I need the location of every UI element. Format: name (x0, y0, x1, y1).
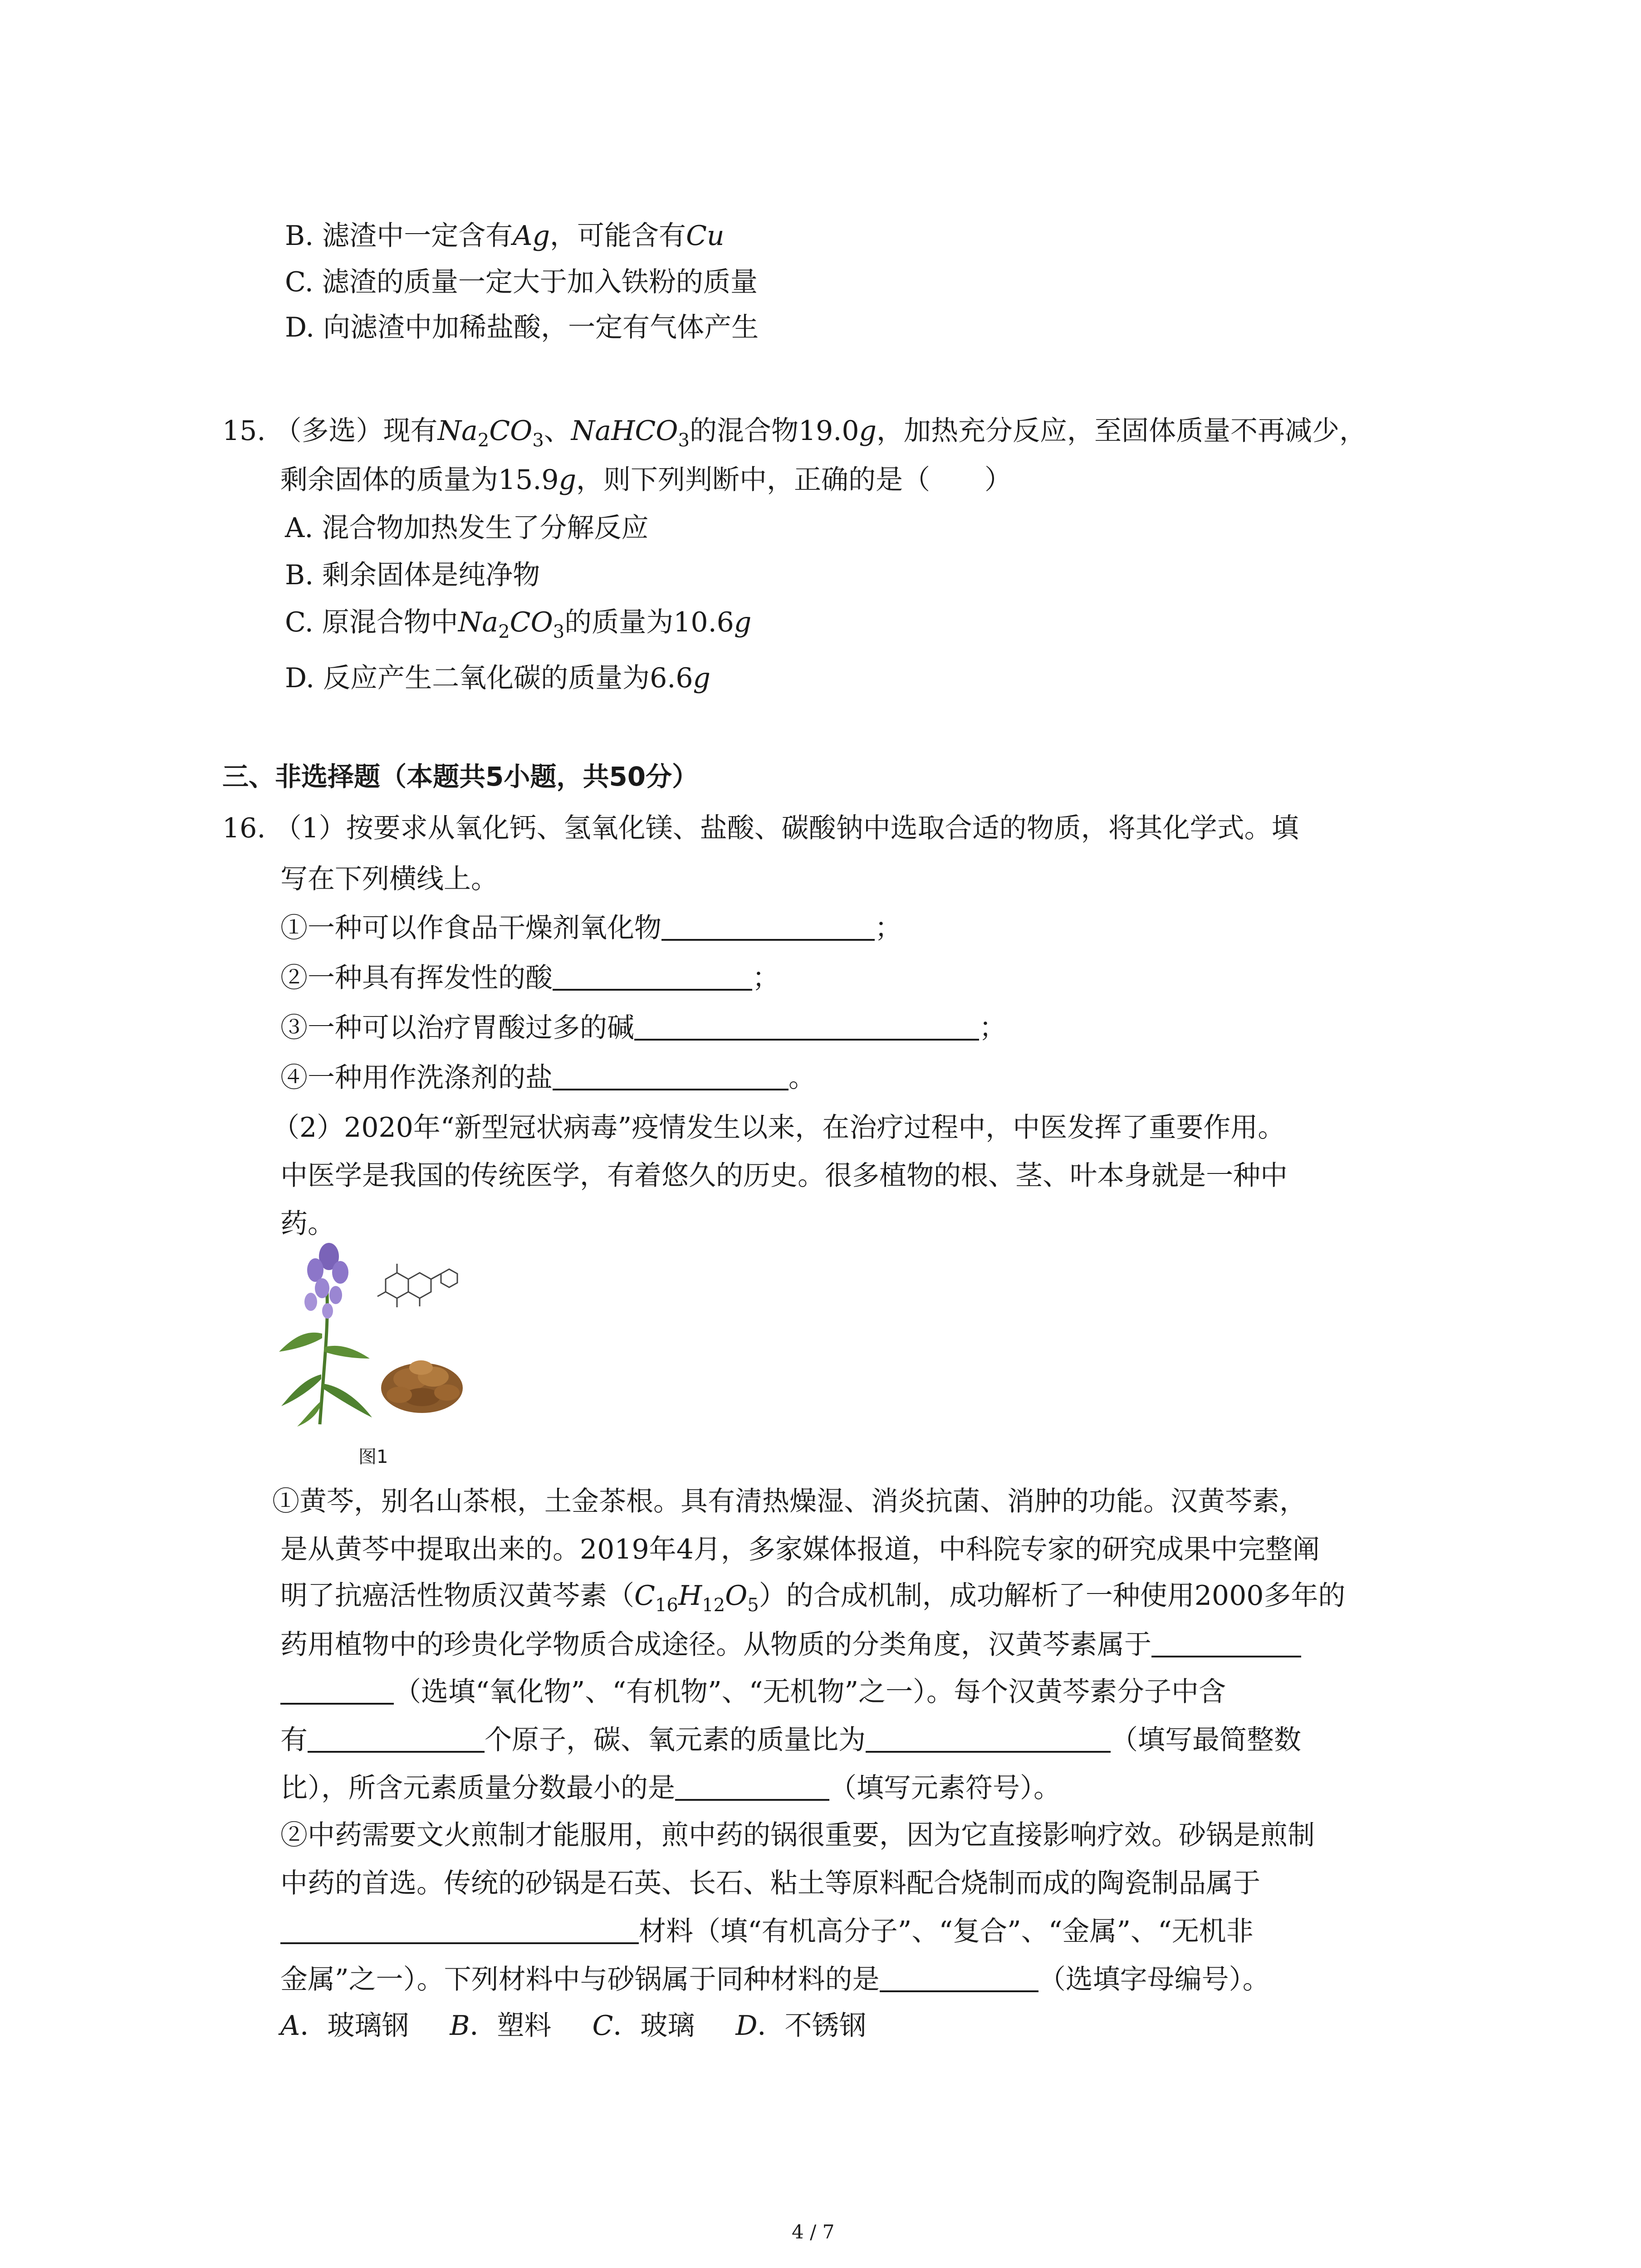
q16-choices: A．玻璃钢 B．塑料 C．玻璃 D．不锈钢 (280, 2010, 867, 2042)
figure-caption: 图1 (358, 1447, 388, 1467)
answer-blank[interactable] (553, 1061, 789, 1090)
section-heading: 三、非选择题（本题共5小题，共50分） (222, 761, 699, 792)
q16-a-line6: 有 个原子，碳、氧元素的质量比为 （填写最简整数 (280, 1724, 1301, 1756)
q15-option-a: A. 混合物加热发生了分解反应 (285, 512, 649, 544)
q14-option-d: D. 向滤渣中加稀盐酸，一定有气体产生 (285, 312, 759, 343)
q16-b-line4: 金属”之一）。下列材料中与砂锅属于同种材料的是 （选填字母编号）。 (280, 1964, 1270, 1995)
answer-blank[interactable] (553, 962, 752, 991)
plant-illustration (279, 1243, 372, 1427)
dried-roots (381, 1360, 463, 1413)
q16-a-line7: 比），所含元素质量分数最小的是 （填写元素符号）。 (280, 1772, 1061, 1804)
answer-blank[interactable] (1151, 1628, 1301, 1657)
q16-item-1: ①一种可以作食品干燥剂氧化物 ； (280, 912, 902, 944)
q16-b-line2: 中药的首选。传统的砂锅是石英、长石、粘土等原料配合烧制而成的陶瓷制品属于 (280, 1867, 1260, 1899)
q14-option-b: B. 滤渣中一定含有Ag，可能含有Cu (285, 220, 725, 252)
answer-blank[interactable] (280, 1915, 639, 1944)
q16-a-line3: 明了抗癌活性物质汉黄芩素$(C_{16}H_{12}O_5)$的合成机制，成功解析了一种使用2000多年的 (280, 1580, 1346, 1616)
answer-blank[interactable] (661, 912, 875, 941)
q16-a-line1: ①黄芩，别名山茶根，土金茶根。具有清热燥湿、消炎抗菌、消肿的功能。汉黄芩素， (272, 1486, 1307, 1517)
q16-part1-line1: 16. （1）按要求从氧化钙、氢氧化镁、盐酸、碳酸钠中选取合适的物质，将其化学式。填 (222, 812, 1299, 844)
q16-a-line5: （选填“氧化物”、“有机物”、“无机物”之一）。每个汉黄芩素分子中含 (280, 1674, 1226, 1710)
q15-stem-line1: 15. （多选）现有$Na_2CO_3$、NaHCO$_3$的混合物19.0g，加热充分反应，至固体质量不再减少， (222, 415, 1367, 451)
figure-1 (277, 1243, 467, 1433)
q15-option-d: D. 反应产生二氧化碳的质量为6.6g (285, 662, 710, 694)
q15-stem-line2: 剩余固体的质量为15.9g，则下列判断中，正确的是（ ） (280, 464, 1012, 496)
q15-option-b: B. 剩余固体是纯净物 (285, 559, 540, 591)
q15-option-c: C. 原混合物中$Na_2CO_3$的质量为10.6g (285, 606, 752, 642)
molecule-structure (377, 1264, 457, 1307)
q16-item-2: ②一种具有挥发性的酸 ； (280, 962, 779, 994)
q16-b-line3: 材料（填“有机高分子”、“复合”、“金属”、“无机非 (280, 1913, 1254, 1950)
answer-blank[interactable] (675, 1772, 829, 1801)
q16-b-line1: ②中药需要文火煎制才能服用，煎中药的锅很重要，因为它直接影响疗效。砂锅是煎制 (280, 1819, 1315, 1851)
page-number: 4 / 7 (792, 2221, 835, 2243)
answer-blank[interactable] (880, 1963, 1038, 1992)
q16-part1-line2: 写在下列横线上。 (280, 863, 498, 895)
answer-blank[interactable] (308, 1724, 485, 1753)
q14-option-c: C. 滤渣的质量一定大于加入铁粉的质量 (285, 266, 758, 298)
q16-part2-line3: 药。 (280, 1208, 335, 1240)
q16-a-line4: 药用植物中的珍贵化学物质合成途径。从物质的分类角度，汉黄芩素属于 (280, 1627, 1301, 1663)
q16-a-line2: 是从黄芩中提取出来的。2019年4月，多家媒体报道，中科院专家的研究成果中完整阐 (280, 1534, 1320, 1565)
q16-part2-line1: （2）2020年“新型冠状病毒”疫情发生以来，在治疗过程中，中医发挥了重要作用。 (272, 1112, 1285, 1144)
q16-item-4: ④一种用作洗涤剂的盐 。 (280, 1062, 816, 1094)
answer-blank[interactable] (634, 1012, 979, 1041)
q16-item-3: ③一种可以治疗胃酸过多的碱 ； (280, 1012, 1006, 1044)
answer-blank[interactable] (866, 1724, 1111, 1753)
answer-blank[interactable] (280, 1676, 394, 1705)
q16-part2-line2: 中医学是我国的传统医学，有着悠久的历史。很多植物的根、茎、叶本身就是一种中 (280, 1160, 1288, 1192)
